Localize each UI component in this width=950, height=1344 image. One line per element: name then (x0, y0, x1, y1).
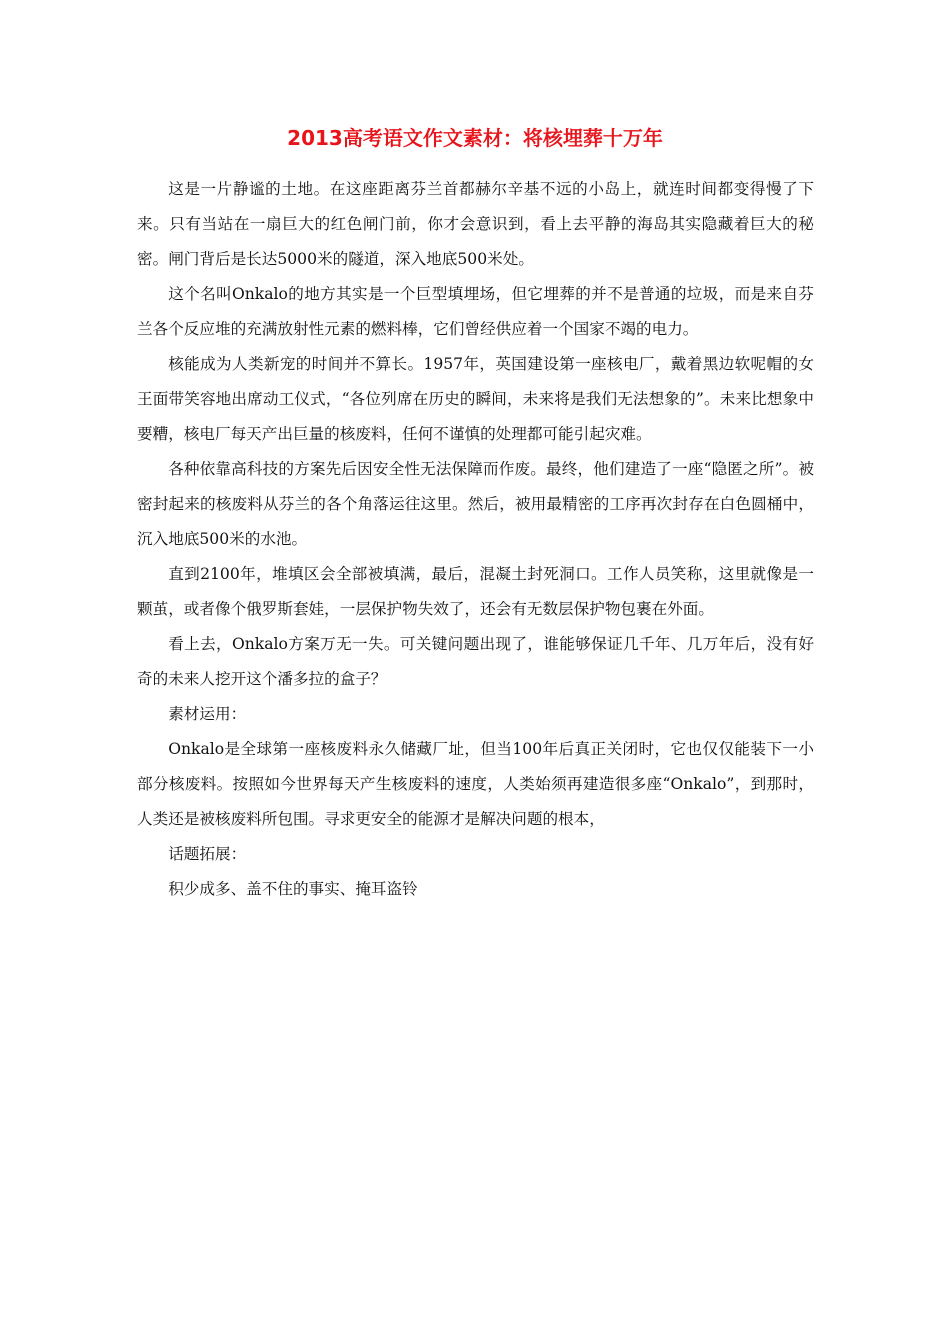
paragraph-solution: 各种依靠高科技的方案先后因安全性无法保障而作废。最终，他们建造了一座“隐匿之所”。被密封起来的核废料从芬兰的各个角落运往这里。然后，被用最精密的工序再次封存在白色圆桶中，沉入地底500米的水池。 (137, 460, 814, 548)
paragraph-extension-topics: 积少成多、盖不住的事实、掩耳盗铃 (168, 880, 418, 898)
paragraph-question: 看上去，Onkalo方案万无一失。可关键问题出现了，谁能够保证几千年、几万年后，没有好奇的未来人挖开这个潘多拉的盒子？ (137, 635, 814, 688)
document-title: 2013高考语文作文素材：将核埋葬十万年 (287, 126, 663, 150)
paragraph-history: 核能成为人类新宠的时间并不算长。1957年，英国建设第一座核电厂，戴着黑边软呢帽的女王面带笑容地出席动工仪式，“各位列席在历史的瞬间，未来将是我们无法想象的”。未来比想象中要糟，核电厂每天产出巨量的核废料，任何不谨慎的处理都可能引起灾难。 (137, 355, 814, 443)
section-heading-extension: 话题拓展： (168, 845, 247, 863)
document-body (137, 172, 814, 907)
paragraph-sealing: 直到2100年，堆填区会全部被填满，最后，混凝土封死洞口。工作人员笑称，这里就像是一颗茧，或者像个俄罗斯套娃，一层保护物失效了，还会有无数层保护物包裹在外面。 (137, 565, 814, 618)
paragraph-intro: 这是一片静谧的土地。在这座距离芬兰首都赫尔辛基不远的小岛上，就连时间都变得慢了下来。只有当站在一扇巨大的红色闸门前，你才会意识到，看上去平静的海岛其实隐藏着巨大的秘密。闸门背后是长达5000米的隧道，深入地底500米处。 (137, 180, 814, 268)
paragraph-usage: Onkalo是全球第一座核废料永久储藏厂址，但当100年后真正关闭时，它也仅仅能装下一小部分核废料。按照如今世界每天产生核废料的速度，人类始须再建造很多座“Onkalo”，到那时，人类还是被核废料所包围。寻求更安全的能源才是解决问题的根本， (137, 740, 814, 828)
section-heading-usage: 素材运用： (168, 705, 247, 723)
paragraph-onkalo: 这个名叫Onkalo的地方其实是一个巨型填埋场，但它埋葬的并不是普通的垃圾，而是来自芬兰各个反应堆的充满放射性元素的燃料棒，它们曾经供应着一个国家不竭的电力。 (137, 285, 814, 338)
